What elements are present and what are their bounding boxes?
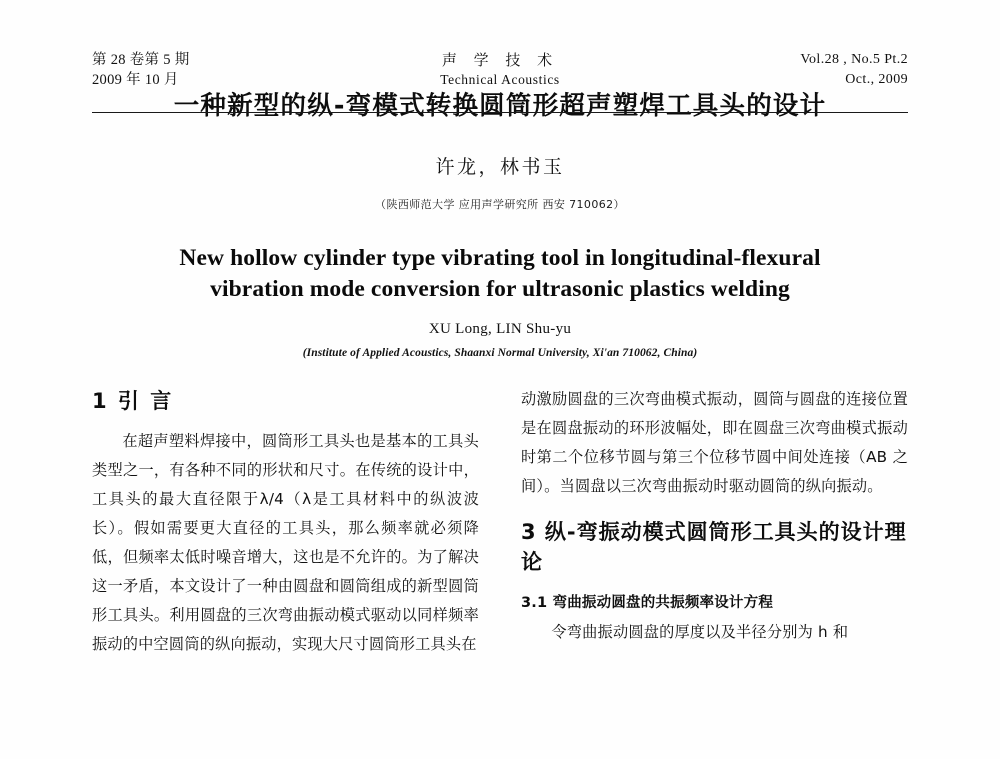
masthead-center: [92, 50, 908, 89]
authors-cn: 许龙，林书玉: [435, 156, 565, 178]
affiliation-en: (Institute of Applied Acoustics, Shaanxi Normal University, Xi'an 710062, China): [302, 347, 698, 359]
column-left: [92, 385, 479, 661]
page-title-en-line2: vibration mode conversion for ultrasonic plastics welding: [210, 276, 790, 302]
journal-title-en: Technical Acoustics: [440, 72, 560, 87]
body-columns: [92, 385, 908, 661]
page-title-cn: 一种新型的纵-弯模式转换圆筒形超声塑焊工具头的设计: [173, 91, 827, 121]
masthead: [92, 0, 908, 88]
section-heading-3-1: 3.1 弯曲振动圆盘的共振频率设计方程: [521, 595, 774, 611]
paragraph-3-1: 令弯曲振动圆盘的厚度以及半径分别为 h 和: [551, 623, 849, 641]
affiliation-cn: （陕西师范大学 应用声学研究所 西安 710062）: [375, 198, 625, 211]
title-block: [92, 58, 908, 359]
paragraph-continued: 动激励圆盘的三次弯曲模式振动，圆筒与圆盘的连接位置是在圆盘振动的环形波幅处，即在圆盘三次弯曲模式振动时第二个位移节圆与第三个位移节圆中间处连接（AB 之间）。当圆盘以三次弯曲振动时驱动圆筒的纵向振动。: [521, 390, 908, 495]
volume-issue: 第 28 卷第 5 期: [92, 52, 190, 68]
page-title-en-line1: New hollow cylinder type vibrating tool in longitudinal-flexural: [179, 245, 821, 271]
header-divider: [92, 112, 908, 113]
volume-issue-en: Vol.28 , No.5 Pt.2: [800, 52, 908, 67]
journal-title-cn: 声 学 技 术: [441, 51, 559, 69]
section-heading-3: 3 纵-弯振动模式圆筒形工具头的设计理论: [521, 520, 907, 574]
paragraph-intro: 在超声塑料焊接中，圆筒形工具头也是基本的工具头类型之一，有各种不同的形状和尺寸。在传统的设计中，工具头的最大直径限于λ/4（λ是工具材料中的纵波波长）。假如需要更大直径的工具头，那么频率就必须降低，但频率太低时噪音增大，这也是不允许的。为了解决这一矛盾，本文设计了一种由圆盘和圆筒组成的新型圆筒形工具头。利用圆盘的三次弯曲振动模式驱动以同样频率振动的中空圆筒的纵向振动，实现大尺寸圆筒形工具头在: [92, 432, 479, 653]
column-right: [521, 385, 908, 661]
masthead-right: [800, 50, 908, 90]
section-heading-1: 1 引 言: [92, 389, 174, 413]
authors-en: XU Long, LIN Shu-yu: [428, 321, 572, 337]
issue-date-en: Oct., 2009: [845, 72, 908, 87]
page-title-en: [92, 243, 908, 305]
issue-date-cn: 2009 年 10 月: [92, 72, 179, 88]
